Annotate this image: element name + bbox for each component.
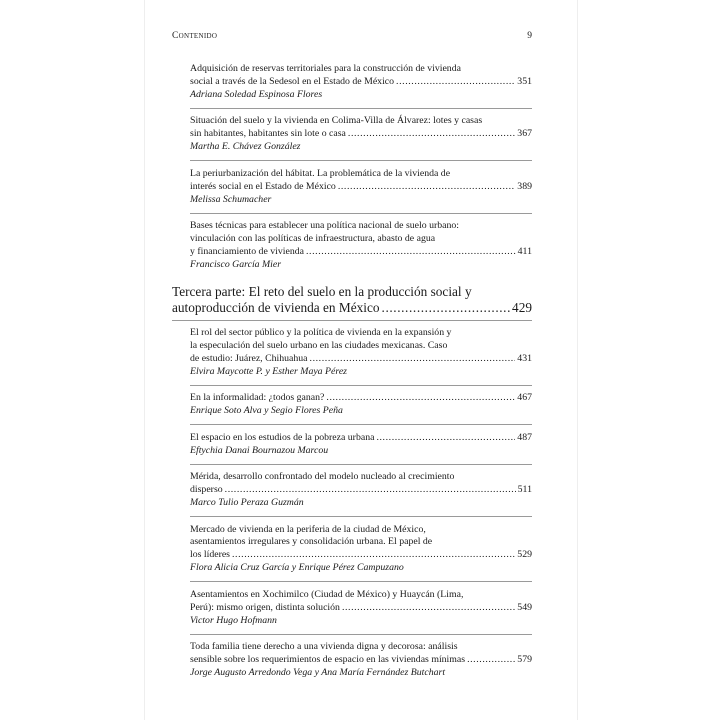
entry-title-last-line bbox=[190, 128, 532, 141]
entry-title-text: y financiamiento de vivienda bbox=[190, 246, 304, 258]
leader-dots bbox=[338, 181, 515, 194]
entry-page-number: 389 bbox=[517, 180, 532, 192]
entry-author: Melissa Schumacher bbox=[190, 193, 272, 205]
entry-title-text: los líderes bbox=[190, 549, 230, 561]
entry-title-line: Toda familia tiene derecho a una vivienda digna y decorosa: análisis bbox=[190, 641, 458, 653]
entry-title-line: Situación del suelo y la vivienda en Colima-Villa de Álvarez: lotes y casas bbox=[190, 115, 483, 127]
leader-dots bbox=[376, 432, 515, 445]
leader-dots bbox=[348, 128, 515, 141]
divider bbox=[172, 320, 532, 321]
entry-author: Eftychia Danai Bournazou Marcou bbox=[190, 444, 329, 456]
divider bbox=[190, 213, 532, 214]
entry-title-text: sensible sobre los requerimientos de espacio en las viviendas mínimas bbox=[190, 654, 466, 666]
divider bbox=[190, 108, 532, 109]
entry-title-last-line bbox=[190, 654, 532, 667]
entry-title-line: Adquisición de reservas territoriales para la construcción de vivienda bbox=[190, 63, 461, 74]
toc-entry[interactable] bbox=[190, 115, 532, 154]
table-of-contents bbox=[172, 63, 532, 686]
entry-title-text: disperso bbox=[190, 484, 223, 496]
leader-dots bbox=[232, 549, 515, 562]
page-number: 9 bbox=[527, 31, 532, 41]
toc-entry[interactable] bbox=[190, 168, 532, 207]
entry-title-text: En la informalidad: ¿todos ganan? bbox=[190, 392, 325, 404]
toc-entry[interactable] bbox=[190, 471, 532, 510]
entry-title-text: sin habitantes, habitantes sin lote o casa bbox=[190, 128, 346, 140]
leader-dots bbox=[326, 392, 515, 405]
divider bbox=[190, 464, 532, 465]
entry-title-line: Bases técnicas para establecer una política nacional de suelo urbano: bbox=[190, 220, 460, 232]
toc-entry[interactable] bbox=[190, 524, 532, 576]
entry-author: Jorge Augusto Arredondo Vega y Ana María Fernández Butchart bbox=[190, 667, 446, 679]
entry-title-line: Mérida, desarrollo confrontado del modelo nucleado al crecimiento bbox=[190, 471, 455, 483]
entry-page-number: 431 bbox=[517, 352, 532, 364]
entry-page-number: 487 bbox=[517, 431, 532, 443]
toc-entry[interactable] bbox=[190, 220, 532, 272]
entry-title-line: Asentamientos en Xochimilco (Ciudad de México) y Huaycán (Lima, bbox=[190, 588, 464, 600]
entry-page-number: 529 bbox=[517, 549, 532, 561]
entry-title-line: El rol del sector público y la política de vivienda en la expansión y bbox=[190, 326, 452, 338]
entry-title-last-line bbox=[190, 602, 532, 615]
entry-author: Elvira Maycotte P. y Esther Maya Pérez bbox=[190, 365, 347, 377]
entry-page-number: 351 bbox=[517, 75, 532, 87]
divider bbox=[190, 634, 532, 635]
entry-author: Martha E. Chávez González bbox=[190, 141, 301, 153]
entry-page-number: 511 bbox=[517, 484, 532, 496]
leader-dots bbox=[342, 602, 515, 615]
leader-dots bbox=[467, 654, 515, 667]
toc-entry[interactable] bbox=[190, 432, 532, 458]
entry-page-number: 367 bbox=[517, 128, 532, 140]
entry-title-last-line bbox=[190, 484, 532, 497]
toc-entry[interactable] bbox=[190, 641, 532, 680]
divider bbox=[190, 160, 532, 161]
toc-group-third-part bbox=[172, 327, 532, 680]
entry-author: Enrique Soto Alva y Segio Flores Peña bbox=[190, 405, 343, 417]
entry-title-text: de estudio: Juárez, Chihuahua bbox=[190, 352, 308, 364]
leader-dots bbox=[382, 300, 511, 317]
entry-author: Flora Alicia Cruz García y Enrique Pérez Campuzano bbox=[190, 562, 404, 574]
toc-group-second-part bbox=[172, 63, 532, 272]
entry-title-last-line bbox=[190, 432, 532, 445]
entry-page-number: 411 bbox=[517, 246, 532, 258]
entry-title-line: la especulación del suelo urbano en las ciudades mexicanas. Caso bbox=[190, 339, 448, 351]
divider bbox=[190, 424, 532, 425]
toc-entry[interactable] bbox=[190, 327, 532, 379]
part-heading bbox=[172, 284, 532, 317]
entry-author: Adriana Soledad Espinosa Flores bbox=[190, 88, 323, 100]
leader-dots bbox=[225, 484, 516, 497]
entry-title-last-line bbox=[190, 353, 532, 366]
part-page-number: 429 bbox=[512, 300, 532, 316]
entry-title-text: Perú): mismo origen, distinta solución bbox=[190, 601, 340, 613]
divider bbox=[190, 581, 532, 582]
entry-title-last-line bbox=[190, 76, 532, 89]
toc-entry[interactable] bbox=[190, 63, 532, 102]
running-header bbox=[172, 31, 532, 41]
toc-entry[interactable] bbox=[190, 589, 532, 628]
entry-page-number: 549 bbox=[517, 601, 532, 613]
entry-title-line: vinculación con las políticas de infraestructura, abasto de agua bbox=[190, 233, 436, 245]
divider bbox=[190, 516, 532, 517]
entry-title-text: social a través de la Sedesol en el Estado de México bbox=[190, 75, 395, 87]
running-title: Contenido bbox=[172, 31, 218, 41]
part-title-line: Tercera parte: El reto del suelo en la producción social y bbox=[172, 283, 472, 299]
entry-title-last-line bbox=[190, 392, 532, 405]
entry-author: Victor Hugo Hofmann bbox=[190, 614, 277, 626]
entry-title-line: Mercado de vivienda en la periferia de la ciudad de México, bbox=[190, 523, 426, 535]
toc-entry[interactable] bbox=[190, 392, 532, 418]
part-title-last-line: autoproducción de vivienda en México bbox=[172, 300, 380, 316]
leader-dots bbox=[396, 76, 515, 89]
entry-page-number: 579 bbox=[517, 654, 532, 666]
entry-author: Marco Tulio Peraza Guzmán bbox=[190, 496, 304, 508]
entry-author: Francisco García Mier bbox=[190, 258, 282, 270]
entry-title-last-line bbox=[190, 181, 532, 194]
entry-title-text: El espacio en los estudios de la pobreza urbana bbox=[190, 431, 375, 443]
divider bbox=[190, 385, 532, 386]
entry-title-text: interés social en el Estado de México bbox=[190, 180, 336, 192]
entry-page-number: 467 bbox=[517, 392, 532, 404]
leader-dots bbox=[306, 246, 516, 259]
leader-dots bbox=[310, 353, 516, 366]
entry-title-last-line bbox=[190, 246, 532, 259]
entry-title-line: asentamientos irregulares y consolidación urbana. El papel de bbox=[190, 536, 433, 548]
entry-title-last-line bbox=[190, 549, 532, 562]
entry-title-line: La periurbanización del hábitat. La problemática de la vivienda de bbox=[190, 167, 451, 179]
